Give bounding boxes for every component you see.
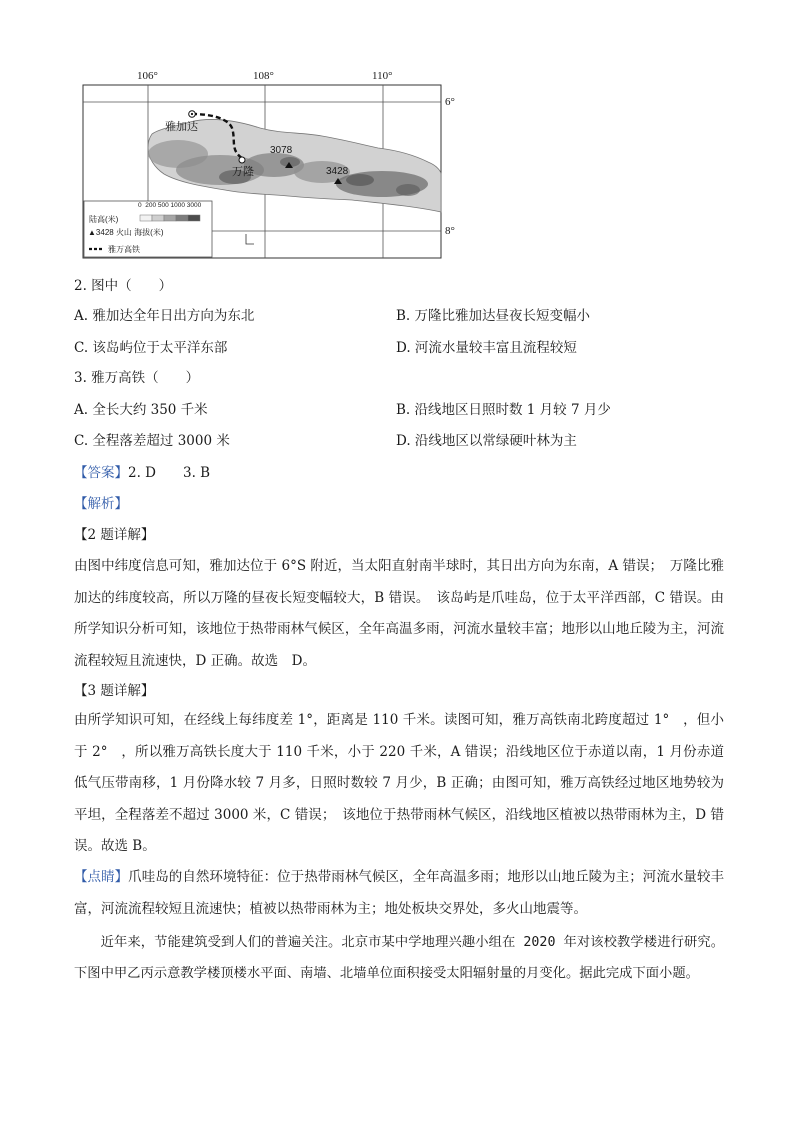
jakarta-label: 雅加达 — [165, 121, 198, 133]
tip-tag: 【点睛】 — [74, 869, 129, 885]
legend-elev-title: 陆高(米) — [89, 215, 119, 224]
q2-option-b: B. 万隆比雅加达昼夜长短变幅小 — [396, 308, 591, 324]
q2-option-c: C. 该岛屿位于太平洋东部 — [74, 340, 228, 356]
q3-option-d: D. 沿线地区以常绿硬叶林为主 — [396, 433, 577, 449]
q3-detail-title: 【3 题详解】 — [74, 683, 155, 699]
analysis-tag: 【解析】 — [74, 496, 128, 512]
q2-option-a: A. 雅加达全年日出方向为东北 — [74, 308, 255, 324]
tip-text: 爪哇岛的自然环境特征：位于热带雨林气候区，全年高温多雨；地形以山地丘陵为主；河流水量较丰富，河流流程较短且流速快；植被以热带雨林为主；地处板块交界处，多火山地震等。 — [74, 869, 725, 917]
bandung-label: 万隆 — [232, 166, 254, 178]
q3-option-a: A. 全长大约 350 千米 — [74, 402, 208, 418]
q2-detail-title: 【2 题详解】 — [74, 527, 155, 543]
answer-tag: 【答案】 — [74, 465, 128, 481]
q3-detail-text: 由所学知识可知，在经线上每纬度差 1°，距离是 110 千米。读图可知，雅万高铁南北跨度超过 1° ，但小于 2° ，所以雅万高铁长度大于 110 千米，小于 220 千米，A 错误；沿线地区位于赤道以南，1 月份赤道低气压带南移，1 月份降水较 7 月多，日照时数较 7 月少，B 正确；由图可知，雅万高铁经过地区地势较为平坦，全程落差不超过 3000 米，C 错误； 该地位于热带雨林气候区，沿线地区植被以热带雨林为主，D 错误。故选 B。 — [74, 712, 724, 854]
tip-block — [74, 862, 724, 925]
q2-detail-text: 由图中纬度信息可知，雅加达位于 6°S 附近，当太阳直射南半球时，其日出方向为东南，A 错误； 万隆比雅加达的纬度较高，所以万隆的昼夜长短变幅较大，B 错误。 该岛屿是爪哇岛，位于太平洋西部，C 错误。由所学知识分析可知，该地位于热带雨林气候区，全年高温多雨，河流水量较丰富；地形以山地丘陵为主，河流流程较短且流速快，D 正确。故选 D。 — [74, 558, 724, 669]
q2-stem: 2. 图中（ ） — [74, 278, 173, 294]
legend-scale: 0 200 500 1000 3000 — [138, 202, 202, 209]
legend-rail: 雅万高铁 — [108, 245, 140, 254]
legend-volcano: ▲3428 火山 海拔(米) — [88, 228, 164, 237]
lon-label-110: 110° — [372, 70, 393, 82]
q3-stem: 3. 雅万高铁（ ） — [74, 370, 200, 386]
intro-paragraph: 近年来，节能建筑受到人们的普遍关注。北京市某中学地理兴趣小组在 2020 年对该校教学楼进行研究。下图中甲乙丙示意教学楼顶楼水平面、南墙、北墙单位面积接受太阳辐射量的月变化。据此完成下面小题。 — [74, 935, 724, 981]
q3-option-b: B. 沿线地区日照时数 1 月较 7 月少 — [396, 402, 611, 418]
lat-label-8: 8° — [445, 225, 455, 237]
answer-text: 2. D 3. B — [128, 465, 211, 481]
lon-label-108: 108° — [253, 70, 274, 82]
answer-line — [74, 463, 210, 483]
peak-3078-label: 3078 — [270, 145, 293, 156]
java-map — [60, 62, 480, 260]
peak-3428-label: 3428 — [326, 166, 349, 177]
q2-option-d: D. 河流水量较丰富且流程较短 — [396, 340, 577, 356]
q3-option-c: C. 全程落差超过 3000 米 — [74, 433, 230, 449]
lon-label-106: 106° — [137, 70, 158, 82]
lat-label-6: 6° — [445, 96, 455, 108]
